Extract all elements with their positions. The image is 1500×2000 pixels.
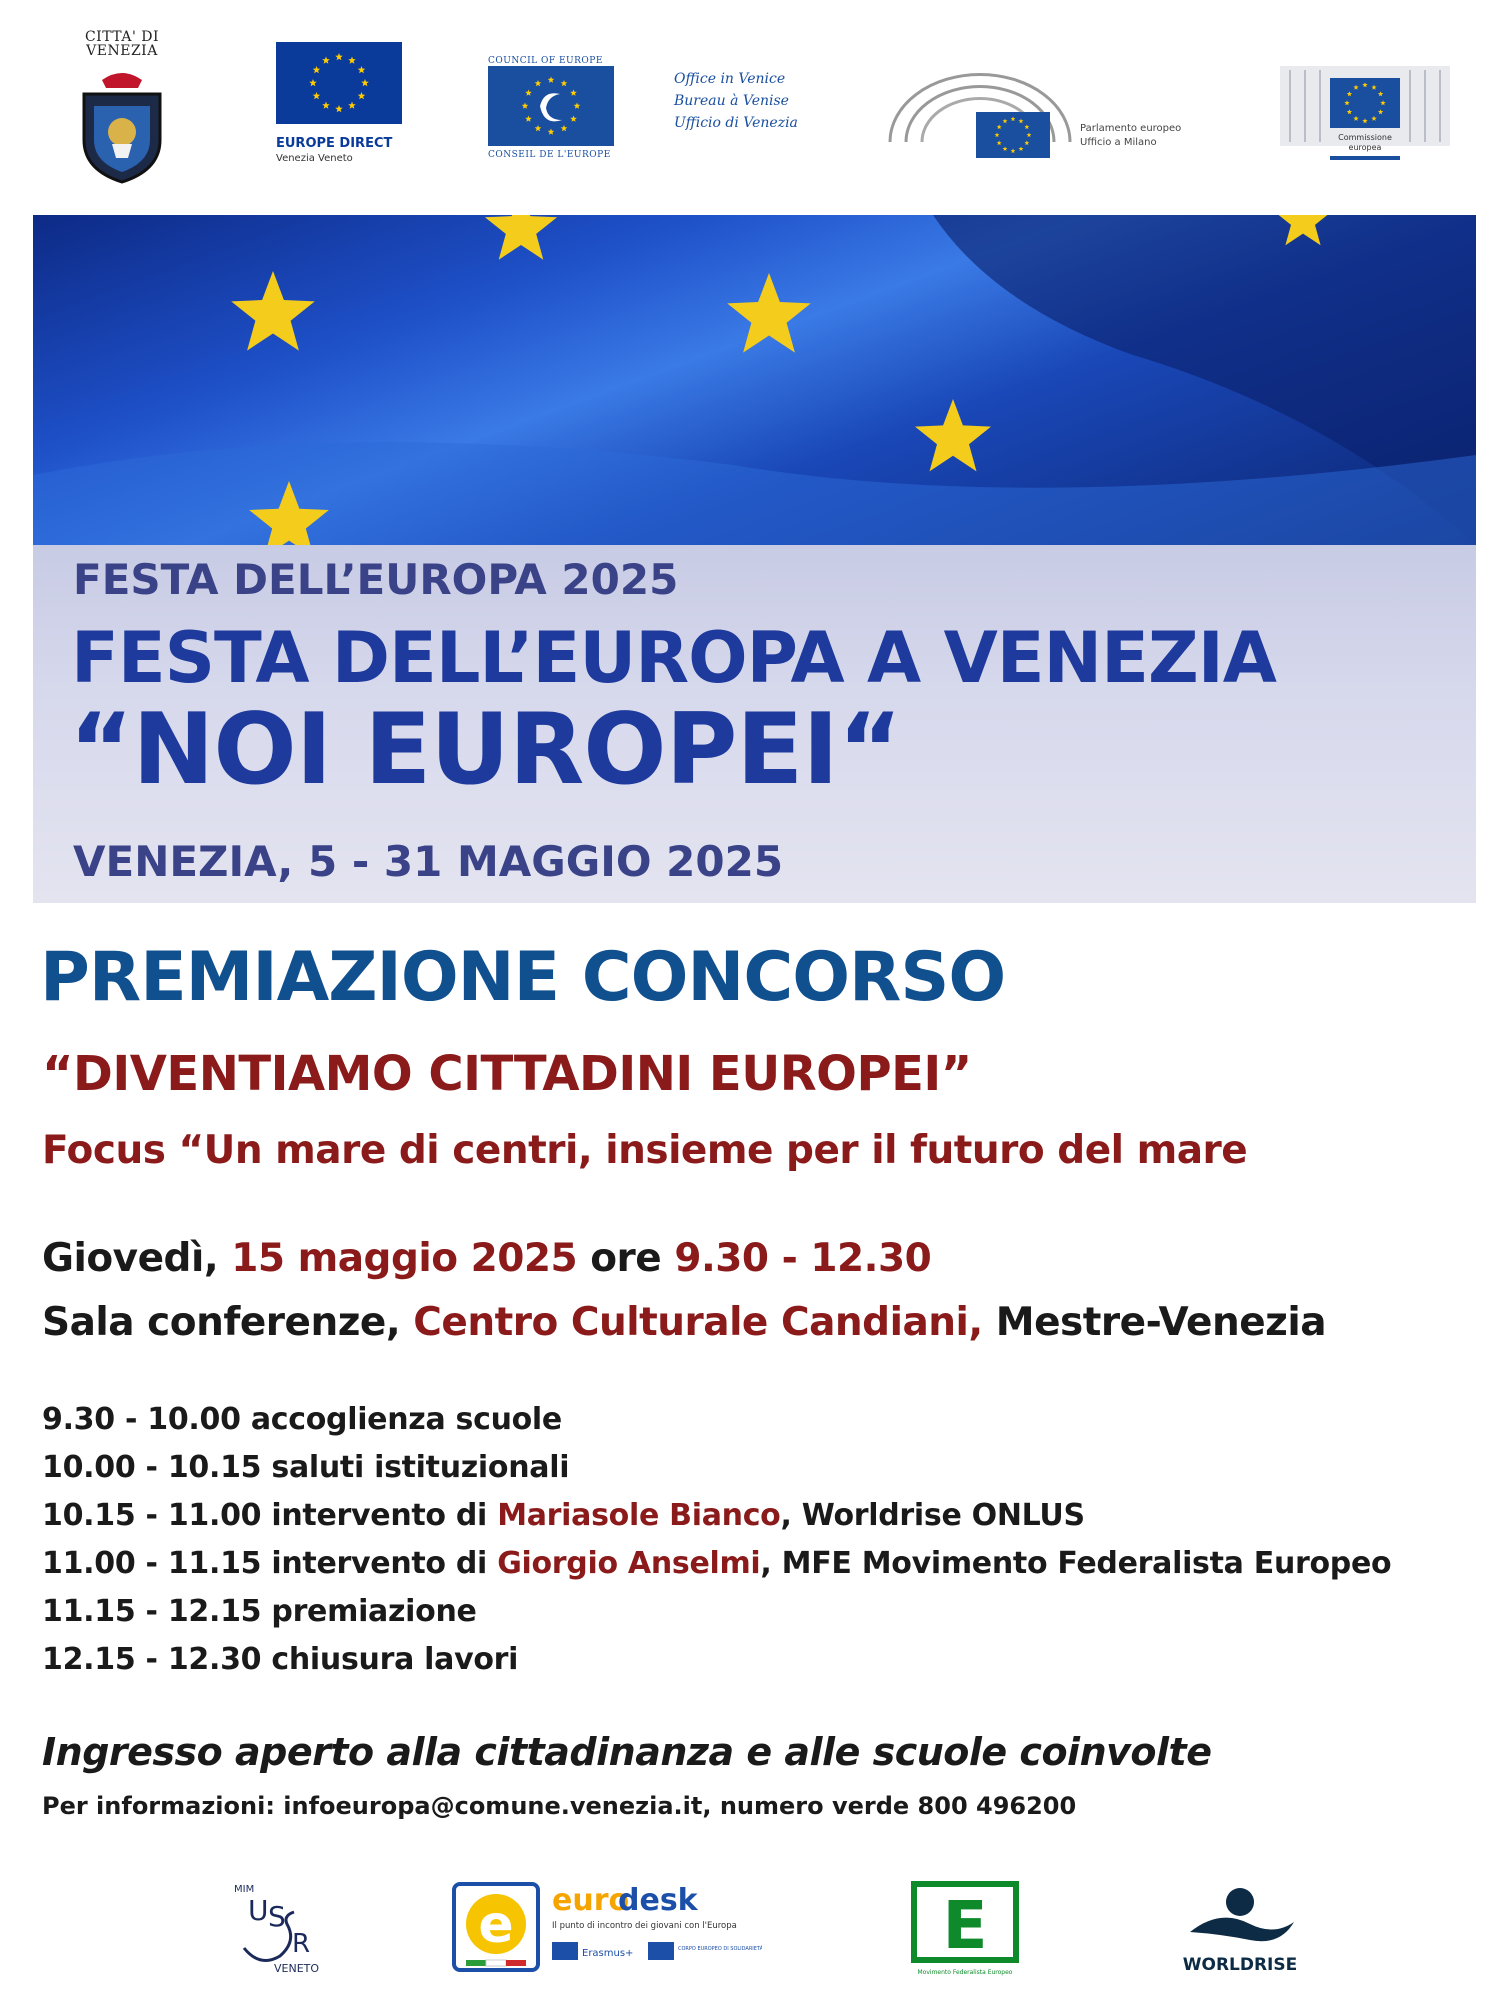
program-time: 10.15 - 11.00 [42,1498,262,1533]
office-line-1: Office in Venice [674,71,786,87]
mfe-icon [910,1880,1020,1980]
usr-s: S [268,1900,286,1933]
berlaymont-building-icon [1280,46,1450,172]
banner-star-icon [485,215,557,260]
program-speaker: Giorgio Anselmi [497,1546,761,1581]
program-text: intervento di [271,1546,488,1581]
european-commission-logo [1280,46,1450,172]
eurodesk-euro: euro [552,1883,630,1918]
mfe-caption: Movimento Federalista Europeo [917,1969,1013,1976]
program-text: intervento di [271,1498,488,1533]
event-focus: Focus “Un mare di centri, insieme per il futuro del mare [42,1128,1248,1173]
program-time: 9.30 - 10.00 [42,1402,241,1437]
program-text: chiusura lavori [271,1642,519,1677]
venezia-logo-caption: CITTA' DI VENEZIA [84,29,160,59]
flag-stars-icon [33,215,1476,545]
event-subtitle: “DIVENTIAMO CITTADINI EUROPEI” [42,1046,972,1102]
eurodesk-erasmus: Erasmus+ [582,1948,634,1959]
program-time: 11.00 - 11.15 [42,1546,262,1581]
event-date-line [42,1236,931,1281]
festa-europa-banner [33,215,1476,903]
usr-veneto-logo [230,1878,340,1978]
mfe-letter: E [942,1887,988,1964]
usr-veneto-icon [230,1878,340,1978]
banner-star-icon [231,271,315,351]
program-row [42,1444,1391,1492]
banner-line-1: FESTA DELL’EUROPA 2025 [73,555,679,604]
venue-name: Centro Culturale Candiani, [413,1300,983,1345]
eurodesk-logo [452,1880,762,1980]
eu-flag-photo [33,215,1476,545]
day-label: Giovedì, [42,1236,219,1281]
parliament-line-2: Ufficio a Milano [1080,137,1157,148]
usr-bottom: VENETO [274,1962,320,1975]
venue-prefix: Sala conferenze, [42,1300,401,1345]
usr-u: U [248,1894,269,1927]
program-row [42,1636,1391,1684]
worldrise-logo [1170,1880,1310,1980]
worldrise-label: WORLDRISE [1182,1955,1298,1975]
commission-line-1: Commissione [1338,133,1392,142]
event-time: 9.30 - 12.30 [674,1236,932,1281]
access-note: Ingresso aperto alla cittadinanza e alle scuole coinvolte [42,1730,1212,1774]
eurodesk-icon [452,1880,762,1980]
event-venue-line [42,1300,1326,1345]
program-speaker: Mariasole Bianco [497,1498,781,1533]
program-row [42,1588,1391,1636]
eurodesk-corpo: CORPO EUROPEO DI SOLIDARIETÀ [678,1946,762,1952]
commission-line-2: europea [1348,143,1382,152]
program-org: , MFE Movimento Federalista Europeo [760,1546,1392,1581]
parliament-line-1: Parlamento europeo [1080,123,1182,134]
parliament-label [1080,122,1181,150]
program-text: premiazione [271,1594,477,1629]
ore-label: ore [590,1236,662,1281]
program-row [42,1396,1391,1444]
event-title: PREMIAZIONE CONCORSO [40,938,1006,1017]
program-list [42,1396,1391,1684]
event-date: 15 maggio 2025 [231,1236,578,1281]
office-line-2: Bureau à Venise [674,93,789,109]
venezia-crest-icon [72,58,172,188]
european-parliament-logo [880,62,1220,162]
banner-line-4: VENEZIA, 5 - 31 MAGGIO 2025 [73,837,784,886]
venue-city: Mestre-Venezia [995,1300,1327,1345]
program-time: 12.15 - 12.30 [42,1642,262,1677]
office-in-venice-logo [674,68,834,134]
banner-star-icon [915,399,991,471]
council-of-europe-logo [488,56,614,160]
europe-direct-logo [276,42,406,164]
eurodesk-desk: desk [618,1883,698,1918]
office-line-3: Ufficio di Venezia [674,115,798,131]
program-time: 11.15 - 12.15 [42,1594,262,1629]
program-org: , Worldrise ONLUS [780,1498,1085,1533]
coe-flag-icon [488,66,614,146]
banner-line-2: FESTA DELL’EUROPA A VENEZIA [71,617,1276,699]
banner-star-icon [727,273,811,353]
europe-direct-subtitle: Venezia Veneto [276,153,353,164]
usr-r: R [292,1929,311,1959]
coe-top-label: COUNCIL OF EUROPE [488,56,603,66]
worldrise-wave-icon [1170,1880,1310,1980]
parliament-hemicycle-icon [880,62,1080,162]
contact-info: Per informazioni: infoeuropa@comune.venezia.it, numero verde 800 496200 [42,1792,1077,1820]
eurodesk-tagline: Il punto di incontro dei giovani con l'Europa [552,1921,737,1931]
program-row [42,1492,1391,1540]
mfe-logo [910,1880,1020,1980]
program-time: 10.00 - 10.15 [42,1450,262,1485]
program-text: saluti istituzionali [271,1450,570,1485]
program-row [42,1540,1391,1588]
coe-bottom-label: CONSEIL DE L'EUROPE [488,150,611,160]
program-text: accoglienza scuole [250,1402,562,1437]
europe-direct-title: EUROPE DIRECT [276,136,393,151]
usr-top: MIM [234,1884,255,1895]
eu-flag-icon [276,42,402,124]
banner-line-3: “NOI EUROPEI“ [69,693,902,807]
citta-di-venezia-logo [72,30,172,190]
svg-text:e: e [478,1895,514,1955]
